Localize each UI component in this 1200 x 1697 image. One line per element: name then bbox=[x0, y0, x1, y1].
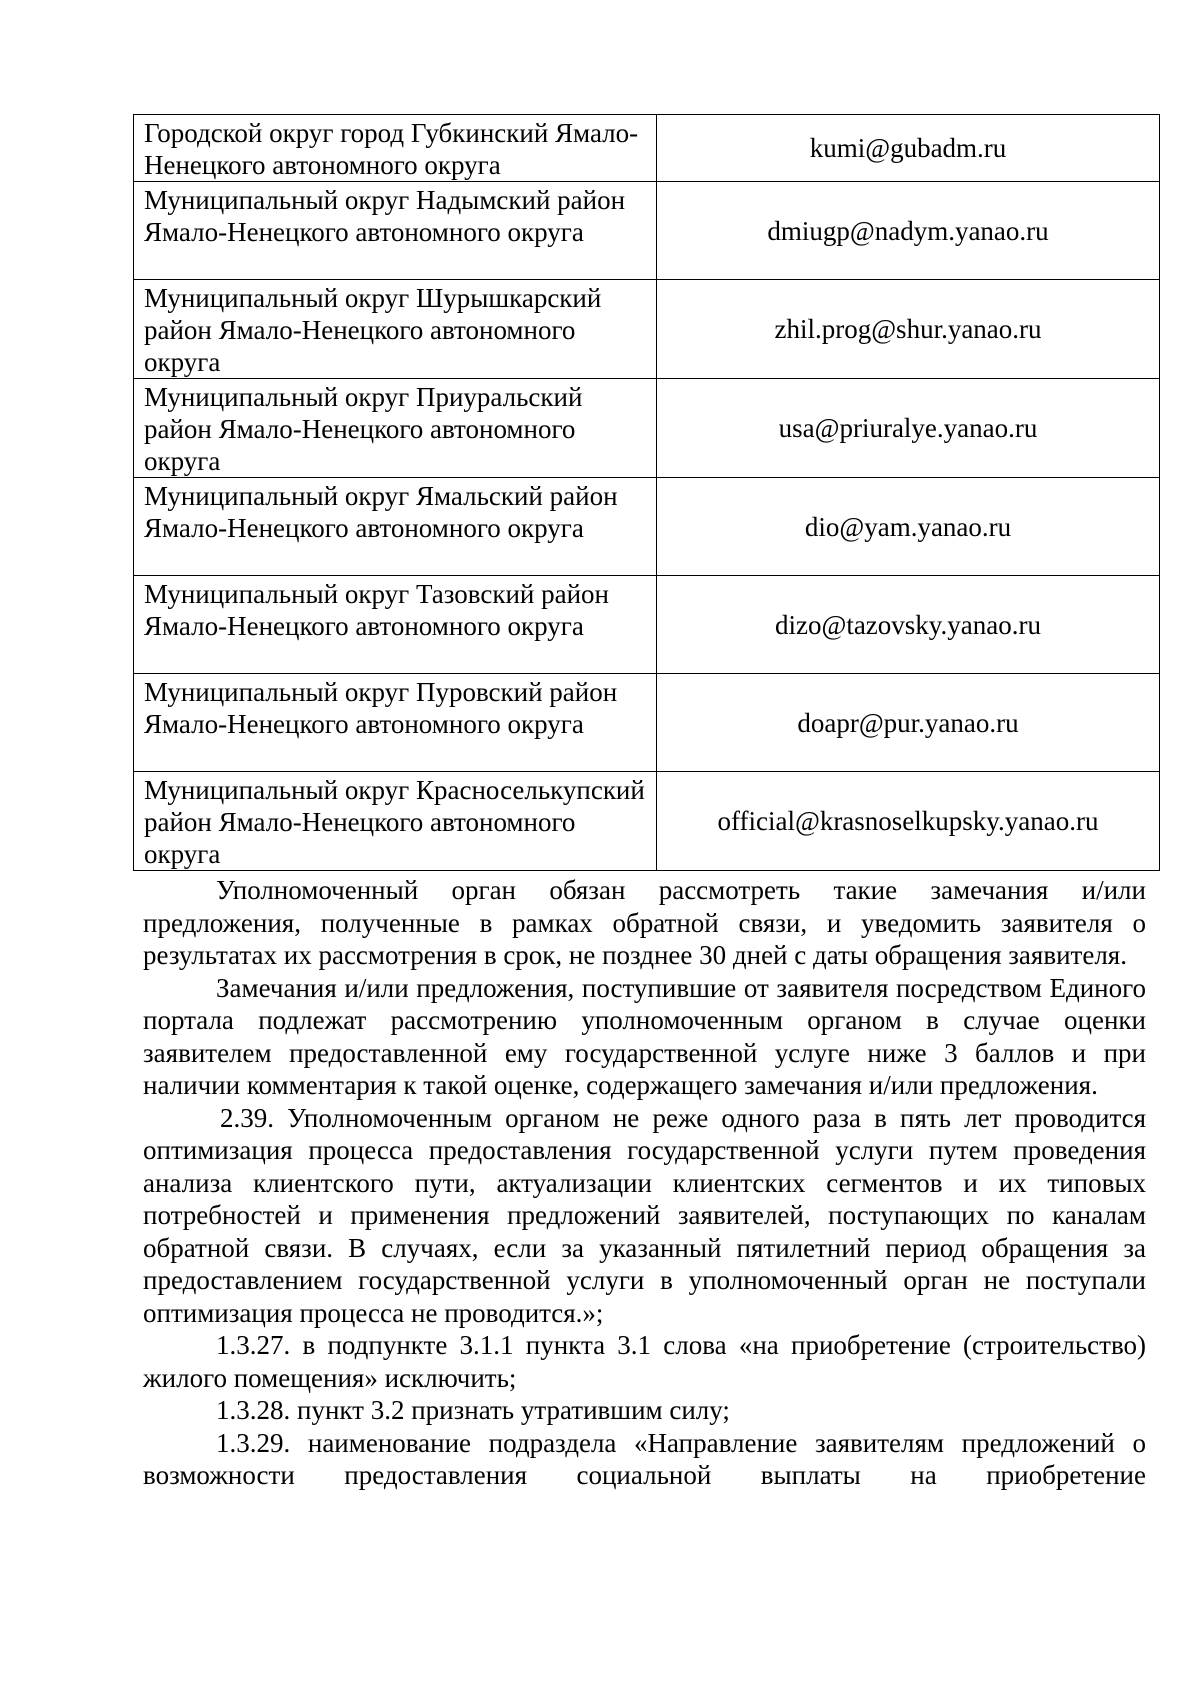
email-cell: zhil.prog@shur.yanao.ru bbox=[657, 280, 1160, 379]
municipality-name-cell: Муниципальный округ Приуральский район Ямало-Ненецкого автономного округа bbox=[134, 379, 657, 478]
table-row bbox=[134, 478, 1160, 576]
table-row bbox=[134, 576, 1160, 674]
body-text bbox=[143, 874, 1146, 1492]
paragraph-2-39: 2.39. Уполномоченным органом не реже одного раза в пять лет проводится оптимизация процесса предоставления государственной услуги путем проведения анализа клиентского пути, актуализации клиентских сегментов и их типовых потребностей и применения предложений заявителей, поступающих по каналам обратной связи. В случаях, если за указанный пятилетний период обращения за предоставлением государственной услуги в уполномоченный орган не поступали оптимизация процесса не проводится.»; bbox=[143, 1102, 1146, 1328]
table-row bbox=[134, 379, 1160, 478]
table-row bbox=[134, 772, 1160, 871]
table-row bbox=[134, 674, 1160, 772]
table-row bbox=[134, 280, 1160, 379]
paragraph-portal-remarks: Замечания и/или предложения, поступившие от заявителя посредством Единого портала подлежат рассмотрению уполномоченным органом в случае оценки заявителем предоставленной ему государственной услуге ниже 3 баллов и при наличии комментария к такой оценке, содержащего замечания и/или предложения. bbox=[143, 972, 1146, 1100]
municipality-name-cell: Муниципальный округ Надымский район Ямало-Ненецкого автономного округа bbox=[134, 182, 657, 280]
email-cell: usa@priuralye.yanao.ru bbox=[657, 379, 1160, 478]
email-cell: doapr@pur.yanao.ru bbox=[657, 674, 1160, 772]
table-row bbox=[134, 182, 1160, 280]
contacts-table bbox=[133, 114, 1160, 871]
municipality-name-cell: Муниципальный округ Пуровский район Ямало-Ненецкого автономного округа bbox=[134, 674, 657, 772]
municipality-name-cell: Муниципальный округ Тазовский район Ямало-Ненецкого автономного округа bbox=[134, 576, 657, 674]
paragraph-1-3-29: 1.3.29. наименование подраздела «Направление заявителям предложений о возможности предоставления социальной выплаты на приобретение bbox=[143, 1427, 1146, 1490]
email-cell: dmiugp@nadym.yanao.ru bbox=[657, 182, 1160, 280]
table-row bbox=[134, 115, 1160, 182]
email-cell: dizo@tazovsky.yanao.ru bbox=[657, 576, 1160, 674]
municipality-name-cell: Городской округ город Губкинский Ямало-Ненецкого автономного округа bbox=[134, 115, 657, 182]
municipality-name-cell: Муниципальный округ Шурышкарский район Ямало-Ненецкого автономного округа bbox=[134, 280, 657, 379]
paragraph-1-3-28: 1.3.28. пункт 3.2 признать утратившим силу; bbox=[216, 1395, 730, 1425]
paragraph-1-3-27: 1.3.27. в подпункте 3.1.1 пункта 3.1 слова «на приобретение (строительство) жилого помещения» исключить; bbox=[143, 1330, 1146, 1393]
email-cell: dio@yam.yanao.ru bbox=[657, 478, 1160, 576]
municipality-name-cell: Муниципальный округ Красноселькупский район Ямало-Ненецкого автономного округа bbox=[134, 772, 657, 871]
email-cell: kumi@gubadm.ru bbox=[657, 115, 1160, 182]
municipality-name-cell: Муниципальный округ Ямальский район Ямало-Ненецкого автономного округа bbox=[134, 478, 657, 576]
email-cell: official@krasnoselkupsky.yanao.ru bbox=[657, 772, 1160, 871]
paragraph-feedback-review: Уполномоченный орган обязан рассмотреть такие замечания и/или предложения, полученные в рамках обратной связи, и уведомить заявителя о результатах их рассмотрения в срок, не позднее 30 дней с даты обращения заявителя. bbox=[143, 875, 1146, 970]
